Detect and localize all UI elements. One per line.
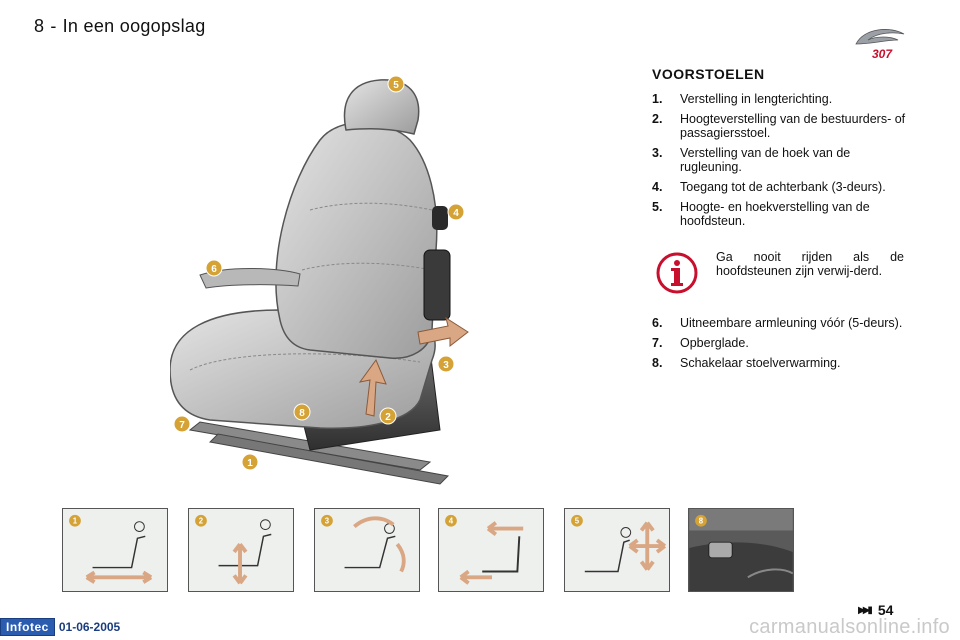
seat-recline-icon <box>315 509 419 591</box>
page-number: 54 <box>877 602 894 618</box>
item-text: Toegang tot de achterbank (3-deurs). <box>680 180 886 194</box>
thumbnail-1 <box>62 508 168 592</box>
list-item <box>652 200 914 228</box>
item-text: Hoogteverstelling van de bestuurders- of passagiersstoel. <box>680 112 906 140</box>
peugeot-307-logo <box>850 22 910 62</box>
svg-text:2: 2 <box>385 412 391 423</box>
callout-5 <box>388 76 404 92</box>
item-number: 4. <box>652 180 663 194</box>
thumbnail-4 <box>438 508 544 592</box>
headrest-adjust-icon <box>565 509 669 591</box>
thumbnail-5 <box>564 508 670 592</box>
item-number: 6. <box>652 316 663 330</box>
svg-text:7: 7 <box>179 420 185 431</box>
item-number: 1. <box>652 92 663 106</box>
fast-forward-icon[interactable]: ▶▶▮ <box>858 604 870 616</box>
svg-text:1: 1 <box>72 516 78 526</box>
item-text: Hoogte- en hoekverstelling van de hoofdsteun. <box>680 200 870 228</box>
seat-heating-switch-icon <box>689 509 793 591</box>
item-number: 8. <box>652 356 663 370</box>
callout-7 <box>174 416 190 432</box>
item-number: 5. <box>652 200 663 214</box>
callout-1 <box>242 454 258 470</box>
seat-illustration <box>170 70 490 490</box>
svg-text:4: 4 <box>453 208 459 219</box>
list-item <box>652 146 914 174</box>
callout-4 <box>448 204 464 220</box>
seat-fold-icon <box>439 509 543 591</box>
item-number: 2. <box>652 112 663 126</box>
item-number: 3. <box>652 146 663 160</box>
item-text: Schakelaar stoelverwarming. <box>680 356 841 370</box>
list-item <box>652 356 914 370</box>
callout-3 <box>438 356 454 372</box>
svg-text:4: 4 <box>448 516 454 526</box>
feature-list-a <box>652 92 914 234</box>
list-item <box>652 180 914 194</box>
item-number: 7. <box>652 336 663 350</box>
svg-text:2: 2 <box>198 516 204 526</box>
svg-text:3: 3 <box>443 360 449 371</box>
warning-text: Ga nooit rijden als de hoofdsteunen zijn verwij-derd. <box>716 250 904 278</box>
item-text: Opberglade. <box>680 336 749 350</box>
svg-text:5: 5 <box>574 516 580 526</box>
svg-text:1: 1 <box>247 458 253 469</box>
infotec-badge: Infotec <box>0 618 55 636</box>
header-separator: - <box>50 16 57 36</box>
info-warning-icon <box>656 252 698 294</box>
thumbnail-3 <box>314 508 420 592</box>
list-item <box>652 336 914 350</box>
thumbnail-2 <box>188 508 294 592</box>
feature-list-b <box>652 316 914 376</box>
callout-2 <box>380 408 396 424</box>
item-text: Uitneembare armleuning vóór (5-deurs). <box>680 316 903 330</box>
callout-6 <box>206 260 222 276</box>
seat-slide-icon <box>63 509 167 591</box>
thumbnail-8 <box>688 508 794 592</box>
svg-text:8: 8 <box>698 516 704 526</box>
item-text: Verstelling in lengterichting. <box>680 92 833 106</box>
svg-text:3: 3 <box>324 516 330 526</box>
page-header <box>34 16 212 37</box>
svg-text:6: 6 <box>211 264 217 275</box>
page-title: In een oogopslag <box>62 16 206 36</box>
section-title: VOORSTOELEN <box>652 66 765 82</box>
seat-height-icon <box>189 509 293 591</box>
footer-date: 01-06-2005 <box>58 620 121 634</box>
logo-model-text: 307 <box>871 47 893 61</box>
warning-box <box>652 248 914 298</box>
list-item <box>652 316 914 330</box>
callout-8 <box>294 404 310 420</box>
footer-left <box>0 618 120 636</box>
list-item <box>652 92 914 106</box>
page-prefix: 8 <box>34 16 45 36</box>
watermark: carmanualsonline.info <box>749 616 950 638</box>
thumbnail-strip <box>62 508 802 592</box>
svg-text:5: 5 <box>393 80 399 91</box>
list-item <box>652 112 914 140</box>
item-text: Verstelling van de hoek van de rugleuning. <box>680 146 851 174</box>
svg-text:8: 8 <box>299 408 305 419</box>
